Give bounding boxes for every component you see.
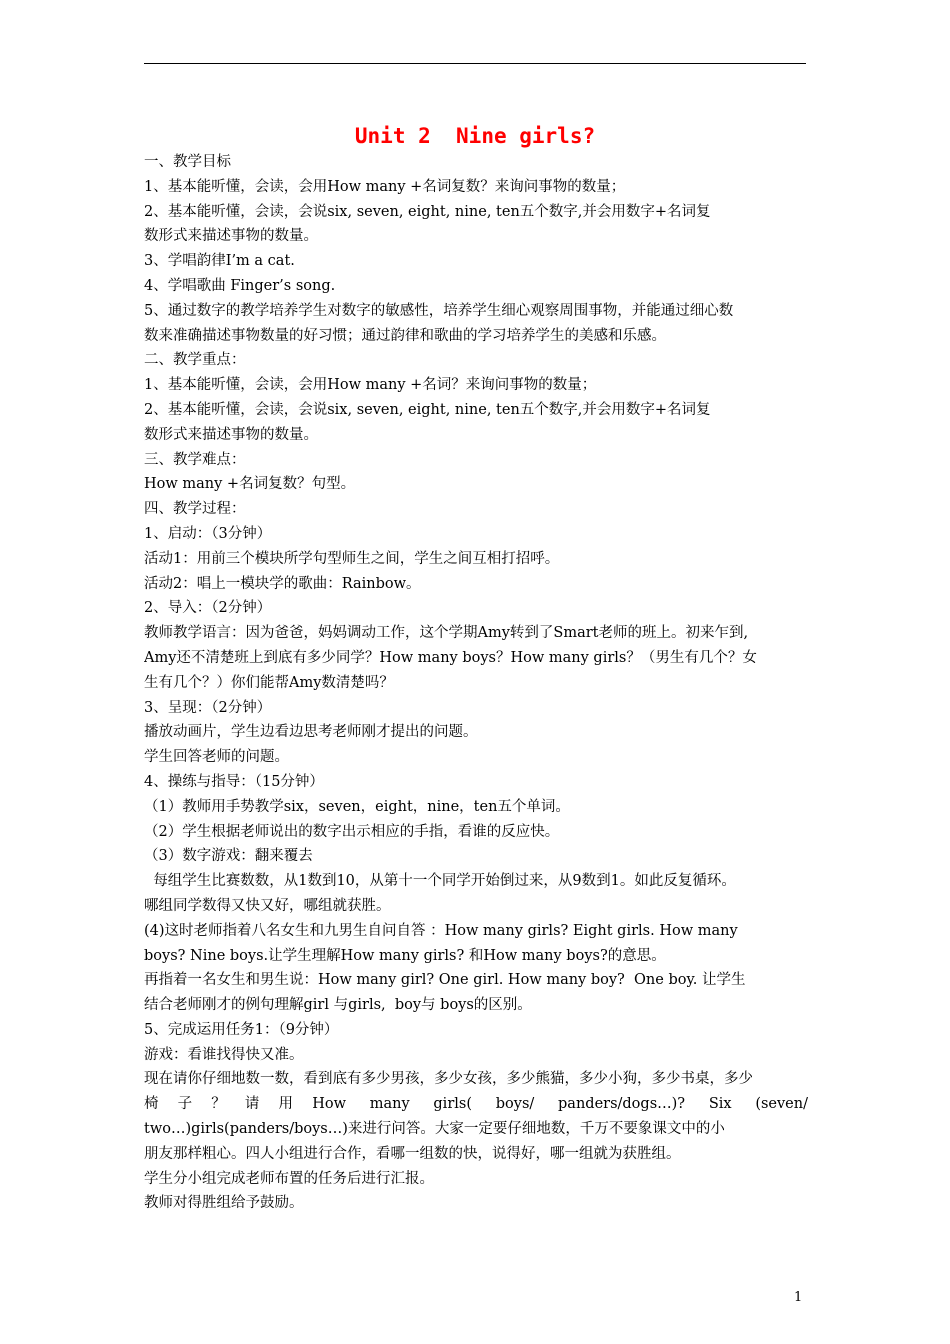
body-line: 椅子？请用How many girls( boys/ panders/dogs…)? Six (seven/ [144, 1096, 808, 1113]
body-line: 4、学唱歌曲 Finger’s song. [144, 277, 336, 294]
body-line: 教师教学语言：因为爸爸，妈妈调动工作，这个学期Amy转到了Smart老师的班上。初来乍到, [144, 625, 749, 642]
body-line: 朋友那样粗心。四人小组进行合作，看哪一组数的快，说得好，哪一组就为获胜组。 [144, 1145, 681, 1162]
body-line: How many +名词复数？句型。 [144, 476, 356, 493]
body-line: 1、启动：（3分钟） [144, 525, 272, 542]
body-line: 生有几个？）你们能帮Amy数清楚吗？ [144, 674, 394, 691]
body-line: 教师对得胜组给予鼓励。 [144, 1195, 304, 1212]
body-line: 1、基本能听懂，会读，会用How many +名词复数？来询问事物的数量； [144, 178, 626, 195]
body-line: 4、操练与指导：（15分钟） [144, 773, 324, 790]
body-line: 2、导入：（2分钟） [144, 600, 272, 617]
page-number: 1 [794, 1290, 803, 1305]
document-title: Unit 2 Nine girls? [354, 124, 596, 148]
body-line: Amy还不清楚班上到底有多少同学？How many boys？How many girls？（男生有几个？女 [144, 649, 757, 666]
body-line: 数形式来描述事物的数量。 [144, 228, 318, 245]
body-line: 数形式来描述事物的数量。 [144, 426, 318, 443]
body-line: 活动1：用前三个模块所学句型师生之间，学生之间互相打招呼。 [144, 550, 560, 567]
body-line: 一、教学目标 [144, 154, 231, 170]
body-line: 数来准确描述事物数量的好习惯；通过韵律和歌曲的学习培养学生的美感和乐感。 [144, 327, 666, 344]
body-line: 活动2：唱上一模块学的歌曲：Rainbow。 [144, 575, 421, 592]
body-line: 2、基本能听懂，会读，会说six, seven, eight, nine, ten五个数字,并会用数字+名词复 [144, 401, 711, 418]
body-line: （1）教师用手势教学six，seven，eight，nine，ten五个单词。 [144, 798, 570, 815]
body-line: (4)这时老师指着八名女生和九男生自问自答 ：How many girls? Eight girls. How many [144, 922, 738, 939]
body-line: 学生分小组完成老师布置的任务后进行汇报。 [144, 1170, 434, 1187]
body-line: 3、呈现：（2分钟） [144, 699, 272, 716]
body-line: （3）数字游戏：翻来覆去 [144, 848, 313, 865]
body-line: 再指着一名女生和男生说：How many girl? One girl. How many boy? One boy. 让学生 [144, 972, 746, 989]
body-line: 三、教学难点： [144, 451, 246, 468]
body-line: 5、完成运用任务1：（9分钟） [144, 1021, 339, 1038]
body-line: 哪组同学数得又快又好，哪组就获胜。 [144, 897, 391, 914]
body-line: 四、教学过程： [144, 501, 246, 518]
body-line: 学生回答老师的问题。 [144, 749, 289, 766]
body-line: 播放动画片，学生边看边思考老师刚才提出的问题。 [144, 724, 478, 741]
body-line: 1、基本能听懂，会读，会用How many +名词？来询问事物的数量； [144, 377, 597, 394]
body-line: 二、教学重点： [144, 352, 246, 369]
body-line: 现在请你仔细地数一数，看到底有多少男孩，多少女孩，多少熊猫，多少小狗，多少书桌，多少 [144, 1071, 753, 1088]
body-line: 3、学唱韵律I’m a cat. [144, 253, 295, 270]
body-line: two…)girls(panders/boys…)来进行问答。大家一定要仔细地数，千万不要象课文中的小 [144, 1121, 725, 1138]
body-line: boys? Nine boys.让学生理解How many girls? 和How many boys?的意思。 [144, 947, 666, 964]
body-line: 游戏：看谁找得快又准。 [144, 1046, 304, 1063]
document-body [144, 150, 808, 1216]
body-line: 结合老师刚才的例句理解girl 与girls, boy与 boys的区别。 [144, 997, 532, 1014]
body-line: 2、基本能听懂，会读，会说six, seven, eight, nine, ten五个数字,并会用数字+名词复 [144, 203, 711, 220]
body-line: （2）学生根据老师说出的数字出示相应的手指，看谁的反应快。 [144, 823, 560, 840]
header-rule [144, 63, 806, 64]
body-line: 5、通过数字的教学培养学生对数字的敏感性，培养学生细心观察周围事物，并能通过细心数 [144, 302, 734, 319]
body-line: 每组学生比赛数数，从1数到10，从第十一个同学开始倒过来，从9数到1。如此反复循环。 [144, 873, 736, 890]
